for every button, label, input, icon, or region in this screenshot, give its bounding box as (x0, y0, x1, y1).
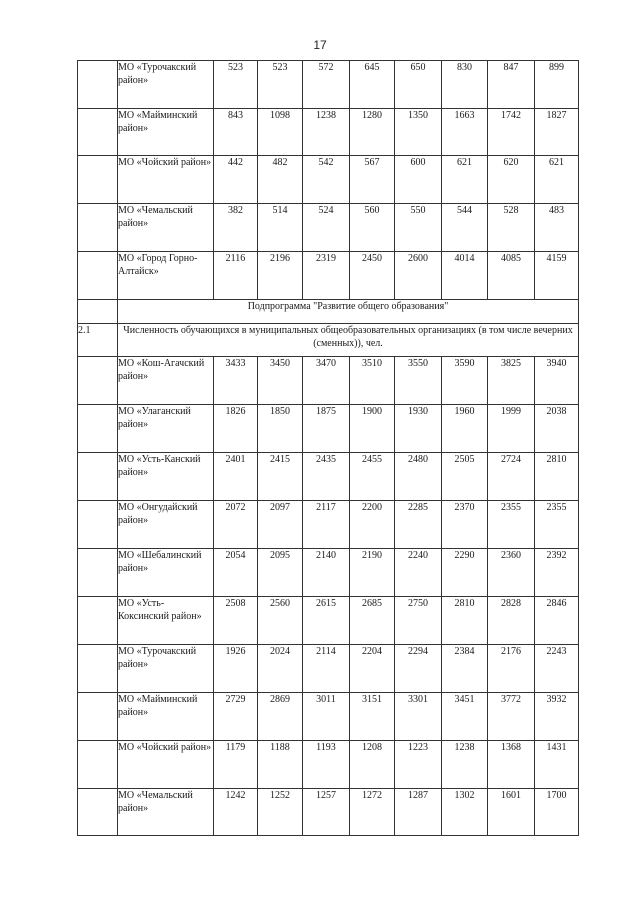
value-cell: 2140 (303, 549, 350, 597)
value-cell: 1193 (303, 741, 350, 789)
value-cell: 1257 (303, 789, 350, 836)
indicator-number: 2.1 (78, 324, 118, 357)
row-number-cell (78, 405, 118, 453)
subprogram-title: Подпрограмма "Развитие общего образования" (118, 300, 579, 324)
row-number-cell (78, 549, 118, 597)
table-row (78, 357, 579, 405)
value-cell: 2200 (350, 501, 395, 549)
value-cell: 2196 (258, 252, 303, 300)
value-cell: 524 (303, 204, 350, 252)
row-number-cell (78, 645, 118, 693)
value-cell: 3451 (442, 693, 488, 741)
value-cell: 4159 (535, 252, 579, 300)
value-cell: 1663 (442, 109, 488, 156)
row-number-cell (78, 597, 118, 645)
section-a-rows (78, 61, 579, 300)
value-cell: 2176 (488, 645, 535, 693)
value-cell: 2415 (258, 453, 303, 501)
indicator-row (78, 324, 579, 357)
municipality-name: МО «Чойский район» (118, 156, 214, 204)
value-cell: 2724 (488, 453, 535, 501)
value-cell: 1700 (535, 789, 579, 836)
value-cell: 2450 (350, 252, 395, 300)
row-number-cell (78, 789, 118, 836)
value-cell: 621 (442, 156, 488, 204)
value-cell: 2097 (258, 501, 303, 549)
value-cell: 3772 (488, 693, 535, 741)
municipality-name: МО «Усть-Коксинский район» (118, 597, 214, 645)
value-cell: 847 (488, 61, 535, 109)
row-number-cell (78, 357, 118, 405)
table-row (78, 645, 579, 693)
value-cell: 2319 (303, 252, 350, 300)
value-cell: 1960 (442, 405, 488, 453)
value-cell: 2114 (303, 645, 350, 693)
table-row (78, 109, 579, 156)
table-row (78, 252, 579, 300)
value-cell: 2869 (258, 693, 303, 741)
value-cell: 2243 (535, 645, 579, 693)
subprogram-row (78, 300, 579, 324)
value-cell: 2095 (258, 549, 303, 597)
municipality-name: МО «Майминский район» (118, 109, 214, 156)
value-cell: 1826 (214, 405, 258, 453)
table-row (78, 204, 579, 252)
row-number-cell (78, 501, 118, 549)
value-cell: 1875 (303, 405, 350, 453)
value-cell: 2204 (350, 645, 395, 693)
value-cell: 645 (350, 61, 395, 109)
value-cell: 1238 (303, 109, 350, 156)
value-cell: 528 (488, 204, 535, 252)
value-cell: 567 (350, 156, 395, 204)
value-cell: 2615 (303, 597, 350, 645)
value-cell: 3550 (395, 357, 442, 405)
value-cell: 2290 (442, 549, 488, 597)
value-cell: 650 (395, 61, 442, 109)
table-row (78, 693, 579, 741)
value-cell: 2355 (488, 501, 535, 549)
row-number-cell (78, 61, 118, 109)
value-cell: 550 (395, 204, 442, 252)
value-cell: 2480 (395, 453, 442, 501)
value-cell: 2190 (350, 549, 395, 597)
value-cell: 1179 (214, 741, 258, 789)
value-cell: 2401 (214, 453, 258, 501)
subprogram-section (78, 300, 579, 357)
value-cell: 2294 (395, 645, 442, 693)
value-cell: 1272 (350, 789, 395, 836)
value-cell: 1368 (488, 741, 535, 789)
value-cell: 2810 (535, 453, 579, 501)
value-cell: 2846 (535, 597, 579, 645)
value-cell: 382 (214, 204, 258, 252)
value-cell: 2750 (395, 597, 442, 645)
value-cell: 3450 (258, 357, 303, 405)
table-row (78, 453, 579, 501)
value-cell: 2455 (350, 453, 395, 501)
subprogram-number-cell (78, 300, 118, 324)
value-cell: 3151 (350, 693, 395, 741)
value-cell: 3510 (350, 357, 395, 405)
value-cell: 2024 (258, 645, 303, 693)
value-cell: 544 (442, 204, 488, 252)
row-number-cell (78, 453, 118, 501)
table-row (78, 501, 579, 549)
value-cell: 1827 (535, 109, 579, 156)
table-row (78, 741, 579, 789)
value-cell: 1431 (535, 741, 579, 789)
data-table (77, 60, 579, 836)
row-number-cell (78, 693, 118, 741)
value-cell: 1242 (214, 789, 258, 836)
value-cell: 2384 (442, 645, 488, 693)
value-cell: 2508 (214, 597, 258, 645)
value-cell: 4014 (442, 252, 488, 300)
value-cell: 2054 (214, 549, 258, 597)
table-row (78, 156, 579, 204)
municipality-name: МО «Чойский район» (118, 741, 214, 789)
municipality-name: МО «Усть-Канский район» (118, 453, 214, 501)
municipality-name: МО «Кош-Агачский район» (118, 357, 214, 405)
value-cell: 1208 (350, 741, 395, 789)
value-cell: 2285 (395, 501, 442, 549)
value-cell: 2729 (214, 693, 258, 741)
value-cell: 2355 (535, 501, 579, 549)
municipality-name: МО «Чемальский район» (118, 789, 214, 836)
value-cell: 1900 (350, 405, 395, 453)
row-number-cell (78, 156, 118, 204)
value-cell: 523 (258, 61, 303, 109)
value-cell: 1302 (442, 789, 488, 836)
municipality-name: МО «Улаганский район» (118, 405, 214, 453)
value-cell: 1238 (442, 741, 488, 789)
value-cell: 2116 (214, 252, 258, 300)
table-row (78, 789, 579, 836)
value-cell: 572 (303, 61, 350, 109)
value-cell: 843 (214, 109, 258, 156)
value-cell: 2038 (535, 405, 579, 453)
municipality-name: МО «Онгудайский район» (118, 501, 214, 549)
value-cell: 2117 (303, 501, 350, 549)
value-cell: 1287 (395, 789, 442, 836)
row-number-cell (78, 109, 118, 156)
value-cell: 1350 (395, 109, 442, 156)
value-cell: 2505 (442, 453, 488, 501)
value-cell: 2828 (488, 597, 535, 645)
value-cell: 2685 (350, 597, 395, 645)
value-cell: 1280 (350, 109, 395, 156)
municipality-name: МО «Город Горно-Алтайск» (118, 252, 214, 300)
value-cell: 483 (535, 204, 579, 252)
value-cell: 1188 (258, 741, 303, 789)
row-number-cell (78, 252, 118, 300)
row-number-cell (78, 741, 118, 789)
value-cell: 2370 (442, 501, 488, 549)
value-cell: 1850 (258, 405, 303, 453)
value-cell: 1223 (395, 741, 442, 789)
municipality-name: МО «Майминский район» (118, 693, 214, 741)
value-cell: 542 (303, 156, 350, 204)
municipality-name: МО «Турочакский район» (118, 61, 214, 109)
value-cell: 2810 (442, 597, 488, 645)
row-number-cell (78, 204, 118, 252)
value-cell: 3301 (395, 693, 442, 741)
municipality-name: МО «Чемальский район» (118, 204, 214, 252)
section-b-rows (78, 357, 579, 836)
value-cell: 1601 (488, 789, 535, 836)
value-cell: 3932 (535, 693, 579, 741)
value-cell: 620 (488, 156, 535, 204)
table-row (78, 405, 579, 453)
indicator-title: Численность обучающихся в муниципальных общеобразовательных организациях (в том числе вечерних (сменных)), чел. (118, 324, 579, 357)
value-cell: 2072 (214, 501, 258, 549)
value-cell: 3011 (303, 693, 350, 741)
value-cell: 2240 (395, 549, 442, 597)
municipality-name: МО «Шебалинский район» (118, 549, 214, 597)
value-cell: 3590 (442, 357, 488, 405)
value-cell: 4085 (488, 252, 535, 300)
value-cell: 1930 (395, 405, 442, 453)
value-cell: 1999 (488, 405, 535, 453)
value-cell: 1252 (258, 789, 303, 836)
value-cell: 2560 (258, 597, 303, 645)
value-cell: 560 (350, 204, 395, 252)
value-cell: 2435 (303, 453, 350, 501)
value-cell: 514 (258, 204, 303, 252)
value-cell: 621 (535, 156, 579, 204)
value-cell: 830 (442, 61, 488, 109)
page-number: 17 (313, 38, 327, 52)
value-cell: 442 (214, 156, 258, 204)
value-cell: 2392 (535, 549, 579, 597)
value-cell: 523 (214, 61, 258, 109)
value-cell: 1926 (214, 645, 258, 693)
value-cell: 2600 (395, 252, 442, 300)
value-cell: 3470 (303, 357, 350, 405)
value-cell: 3825 (488, 357, 535, 405)
table-row (78, 61, 579, 109)
table-row (78, 597, 579, 645)
value-cell: 1742 (488, 109, 535, 156)
value-cell: 482 (258, 156, 303, 204)
value-cell: 3433 (214, 357, 258, 405)
value-cell: 3940 (535, 357, 579, 405)
value-cell: 1098 (258, 109, 303, 156)
table-row (78, 549, 579, 597)
municipality-name: МО «Турочакский район» (118, 645, 214, 693)
value-cell: 2360 (488, 549, 535, 597)
value-cell: 600 (395, 156, 442, 204)
value-cell: 899 (535, 61, 579, 109)
